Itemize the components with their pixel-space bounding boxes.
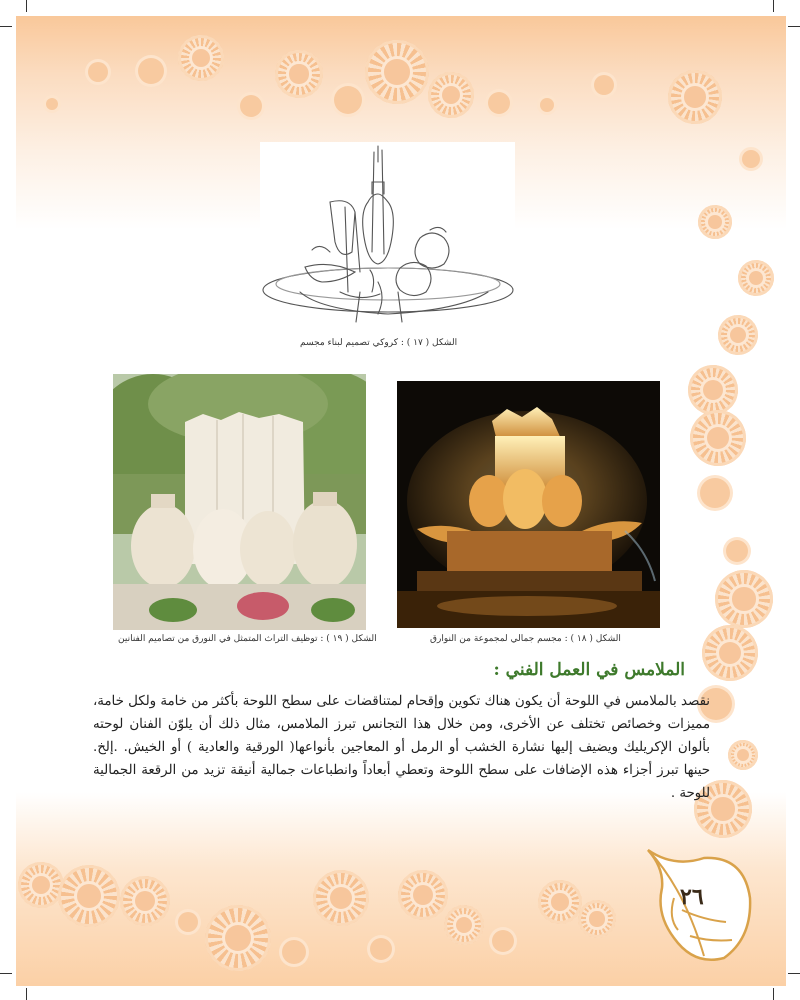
- decor-flower-icon: [578, 900, 616, 938]
- decor-flower-icon: [594, 75, 614, 95]
- day-sculpture-image: [113, 374, 366, 630]
- figure-19-photo: [113, 374, 366, 630]
- section-paragraph: [93, 690, 710, 805]
- decor-flower-icon: [444, 905, 484, 945]
- decor-flower-icon: [700, 478, 730, 508]
- decor-flower-icon: [46, 98, 58, 110]
- crop-mark: [26, 0, 27, 12]
- decor-flower-icon: [282, 940, 306, 964]
- paragraph-text: نقصد بالملامس في اللوحة أن يكون هناك تكوين وإقحام لمتناقضات على سطح اللوحة بأكثر من خامة ولكل خامة، مميزات وخصائص تختلف عن الأخرى، ومن خلال هذا التجانس تبرز الملامس، مثال ذلك أن يلوّن الفنان لوحته بألوان الإكريليك ويضيف إليها نشارة الخشب أو الرمل أو المعاجين بأنواعها( الورقية والعادية ) أو الخيش. .إلخ. حينها تبرز أجزاء هذه الإضافات على سطح اللوحة وتعطي أبعاداً وانطباعات جمالية أنيقة تزيد من الرقعة الجمالية للوحة .: [93, 694, 710, 801]
- decor-flower-icon: [668, 70, 722, 124]
- decor-flower-icon: [365, 40, 429, 104]
- decor-flower-icon: [178, 912, 198, 932]
- decor-flower-icon: [488, 92, 510, 114]
- decor-flower-icon: [538, 880, 582, 924]
- page-number: ٢٦: [680, 884, 704, 910]
- decor-flower-icon: [715, 570, 773, 628]
- figure-19-caption: الشكل ( ١٩ ) : توظيف التراث المتمثل في النورق من تصاميم الفنانين: [118, 634, 377, 644]
- sculpture-sketch-drawing: [260, 142, 515, 332]
- section-heading: الملامس في العمل الفني :: [493, 660, 685, 680]
- decor-flower-icon: [540, 98, 554, 112]
- decor-flower-icon: [718, 315, 758, 355]
- decor-flower-icon: [728, 740, 758, 770]
- decor-flower-icon: [738, 260, 774, 296]
- figure-18-caption: الشكل ( ١٨ ) : مجسم جمالي لمجموعة من النوارق: [430, 634, 621, 644]
- night-sculpture-image: [397, 381, 660, 628]
- figure-17-sketch: [260, 142, 515, 332]
- decor-flower-icon: [726, 540, 748, 562]
- decor-flower-icon: [742, 150, 760, 168]
- crop-mark: [773, 988, 774, 1000]
- decor-flower-icon: [688, 365, 738, 415]
- crop-mark: [0, 973, 12, 974]
- decor-flower-icon: [120, 876, 170, 926]
- decor-flower-icon: [275, 50, 323, 98]
- decor-flower-icon: [370, 938, 392, 960]
- decor-flower-icon: [138, 58, 164, 84]
- decor-flower-icon: [18, 862, 64, 908]
- decor-flower-icon: [492, 930, 514, 952]
- decor-flower-icon: [88, 62, 108, 82]
- crop-mark: [26, 988, 27, 1000]
- decor-flower-icon: [690, 410, 746, 466]
- decor-flower-icon: [398, 870, 448, 920]
- crop-mark: [788, 973, 800, 974]
- decor-flower-icon: [334, 86, 362, 114]
- decor-flower-icon: [698, 205, 732, 239]
- figure-18-photo: [397, 381, 660, 628]
- decor-flower-icon: [240, 95, 262, 117]
- decor-flower-icon: [178, 35, 224, 81]
- figure-17-caption: الشكل ( ١٧ ) : كروكي تصميم لبناء مجسم: [300, 338, 458, 348]
- crop-mark: [0, 26, 12, 27]
- crop-mark: [788, 26, 800, 27]
- decor-flower-icon: [205, 905, 271, 971]
- decor-flower-icon: [313, 870, 369, 926]
- decor-flower-icon: [58, 865, 120, 927]
- decor-flower-icon: [428, 72, 474, 118]
- crop-mark: [773, 0, 774, 12]
- decor-flower-icon: [702, 625, 758, 681]
